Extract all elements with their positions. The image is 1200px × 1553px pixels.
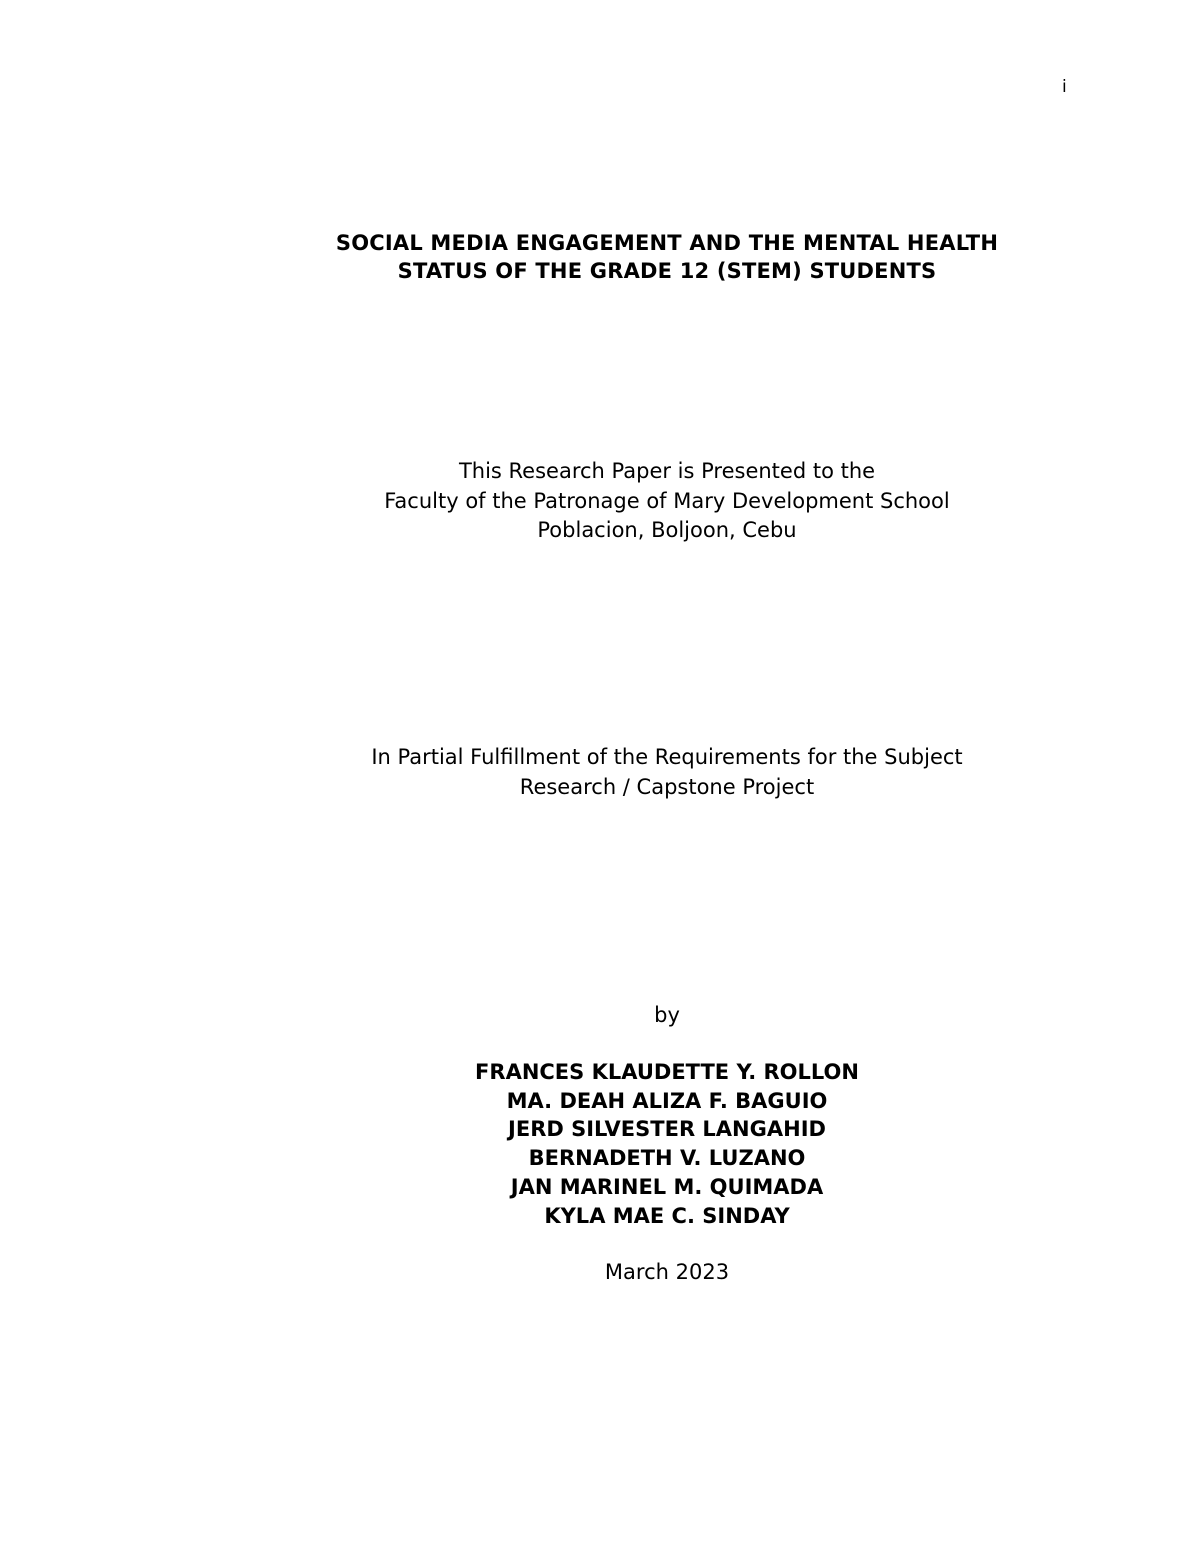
submission-date: March 2023 <box>604 1260 730 1284</box>
title-line: STATUS OF THE GRADE 12 (STEM) STUDENTS <box>397 259 937 283</box>
author-name: JERD SILVESTER LANGAHID <box>508 1117 826 1142</box>
title-line: SOCIAL MEDIA ENGAGEMENT AND THE MENTAL HEALTH <box>335 231 999 255</box>
presentation-line: This Research Paper is Presented to the <box>458 459 876 483</box>
author-name: BERNADETH V. LUZANO <box>528 1146 806 1171</box>
fulfillment-statement <box>267 743 1067 802</box>
author-name: KYLA MAE C. SINDAY <box>544 1203 790 1228</box>
fulfillment-line: Research / Capstone Project <box>519 774 815 799</box>
author-name: JAN MARINEL M. QUIMADA <box>510 1174 824 1199</box>
author-name: FRANCES KLAUDETTE Y. ROLLON <box>475 1060 859 1084</box>
presentation-line: Poblacion, Boljoon, Cebu <box>537 518 797 542</box>
author-name: MA. DEAH ALIZA F. BAGUIO <box>506 1088 828 1113</box>
paper-title <box>267 229 1067 285</box>
author-list <box>267 1058 1067 1230</box>
page-number: i <box>1062 77 1067 97</box>
presentation-line: Faculty of the Patronage of Mary Development School <box>384 488 950 513</box>
by-label: by <box>654 1003 680 1027</box>
presentation-statement <box>267 457 1067 546</box>
fulfillment-line: In Partial Fulfillment of the Requirements for the Subject <box>371 745 963 769</box>
